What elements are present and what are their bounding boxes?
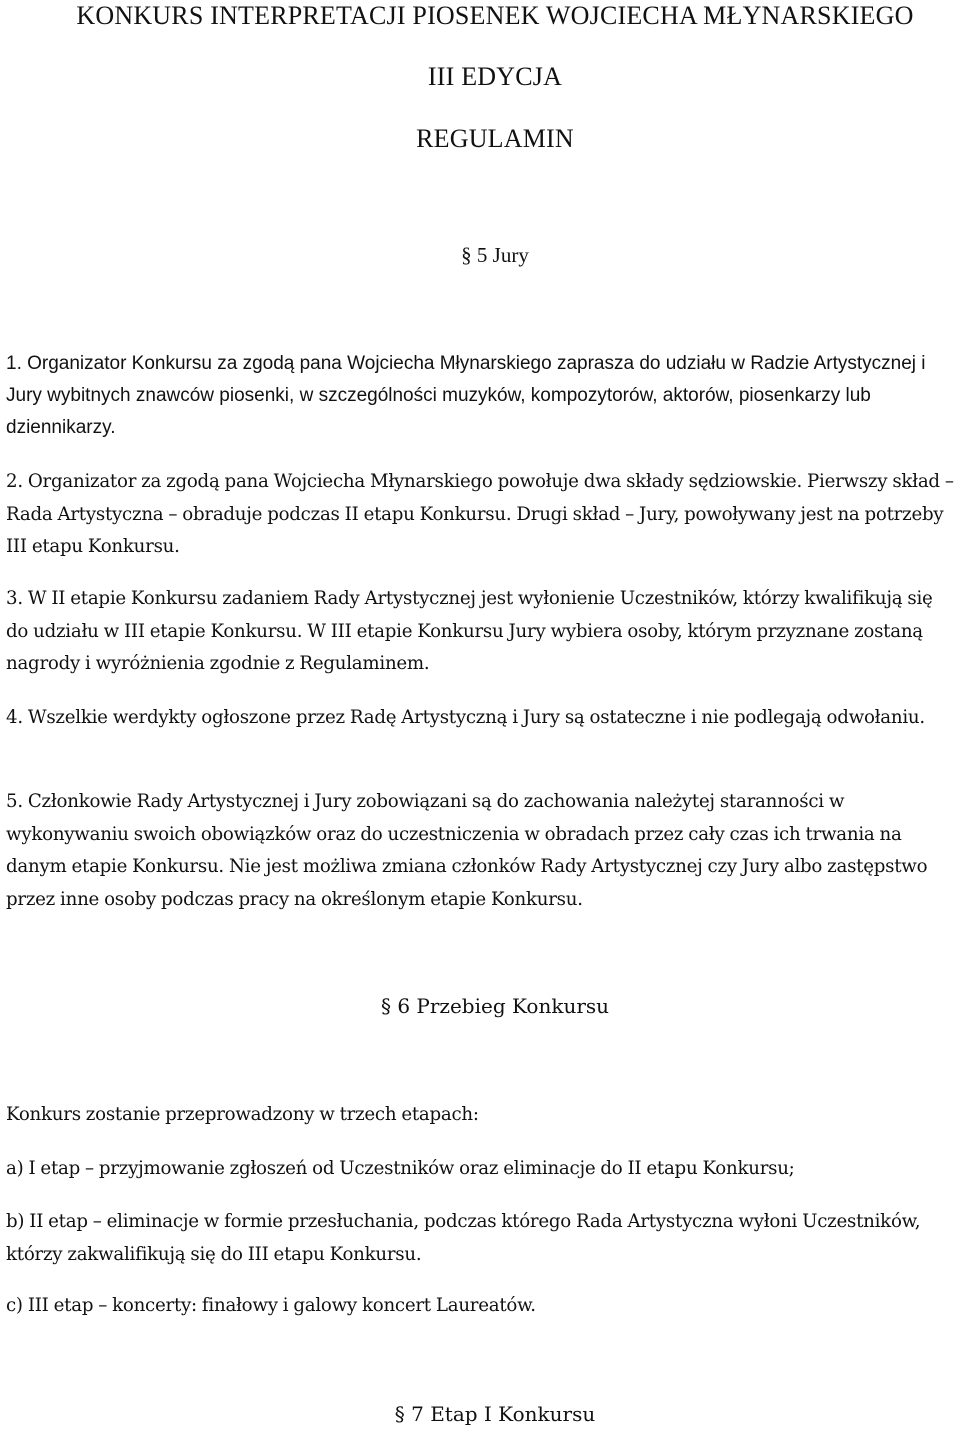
section-5-paragraph-4: 4. Wszelkie werdykty ogłoszone przez Radę Artystyczną i Jury są ostateczne i nie podlegają odwołaniu. bbox=[6, 707, 925, 728]
section-5-paragraph-2: 2. Organizator za zgodą pana Wojciecha Młynarskiego powołuje dwa składy sędziowskie. Pierwszy skład – Rada Artystyczna – obraduje podczas II etapu Konkursu. Drugi skład – Jury, powoływany jest na potrzeby III etapu Konkursu. bbox=[6, 471, 954, 557]
section-5-paragraph-5: 5. Członkowie Rady Artystycznej i Jury zobowiązani są do zachowania należytej staranności w wykonywaniu swoich obowiązków oraz do uczestniczenia w obradach przez cały czas ich trwania na danym etapie Konkursu. Nie jest możliwa zmiana członków Rady Artystycznej czy Jury albo zastępstwo przez inne osoby podczas pracy na określonym etapie Konkursu. bbox=[6, 791, 928, 910]
section-6-intro: Konkurs zostanie przeprowadzony w trzech etapach: bbox=[6, 1104, 479, 1125]
section-5-paragraph-3: 3. W II etapie Konkursu zadaniem Rady Artystycznej jest wyłonienie Uczestników, którzy kwalifikują się do udziału w III etapie Konkursu. W III etapie Konkursu Jury wybiera osoby, którym przyznane zostaną nagrody i wyróżnienia zgodnie z Regulaminem. bbox=[6, 588, 933, 674]
section-5-paragraph-1: 1. Organizator Konkursu za zgodą pana Wojciecha Młynarskiego zaprasza do udziału w Radzie Artystycznej i Jury wybitnych znawców piosenki, w szczególności muzyków, kompozytorów, aktorów, piosenkarzy lub dziennikarzy. bbox=[6, 353, 926, 438]
regulations-heading: REGULAMIN bbox=[416, 124, 574, 153]
stage-c-item: c) III etap – koncerty: finałowy i galowy koncert Laureatów. bbox=[6, 1295, 536, 1316]
section-5-heading: § 5 Jury bbox=[461, 243, 529, 267]
document-title: KONKURS INTERPRETACJI PIOSENEK WOJCIECHA MŁYNARSKIEGO bbox=[76, 1, 914, 30]
stage-b-item: b) II etap – eliminacje w formie przesłuchania, podczas którego Rada Artystyczna wyłoni Uczestników, którzy zakwalifikują się do III etapu Konkursu. bbox=[6, 1211, 921, 1265]
stage-a-item: a) I etap – przyjmowanie zgłoszeń od Uczestników oraz eliminacje do II etapu Konkursu; bbox=[6, 1158, 795, 1179]
section-7-heading: § 7 Etap I Konkursu bbox=[394, 1402, 596, 1426]
section-6-heading: § 6 Przebieg Konkursu bbox=[380, 994, 610, 1018]
edition-label: III EDYCJA bbox=[427, 62, 563, 91]
